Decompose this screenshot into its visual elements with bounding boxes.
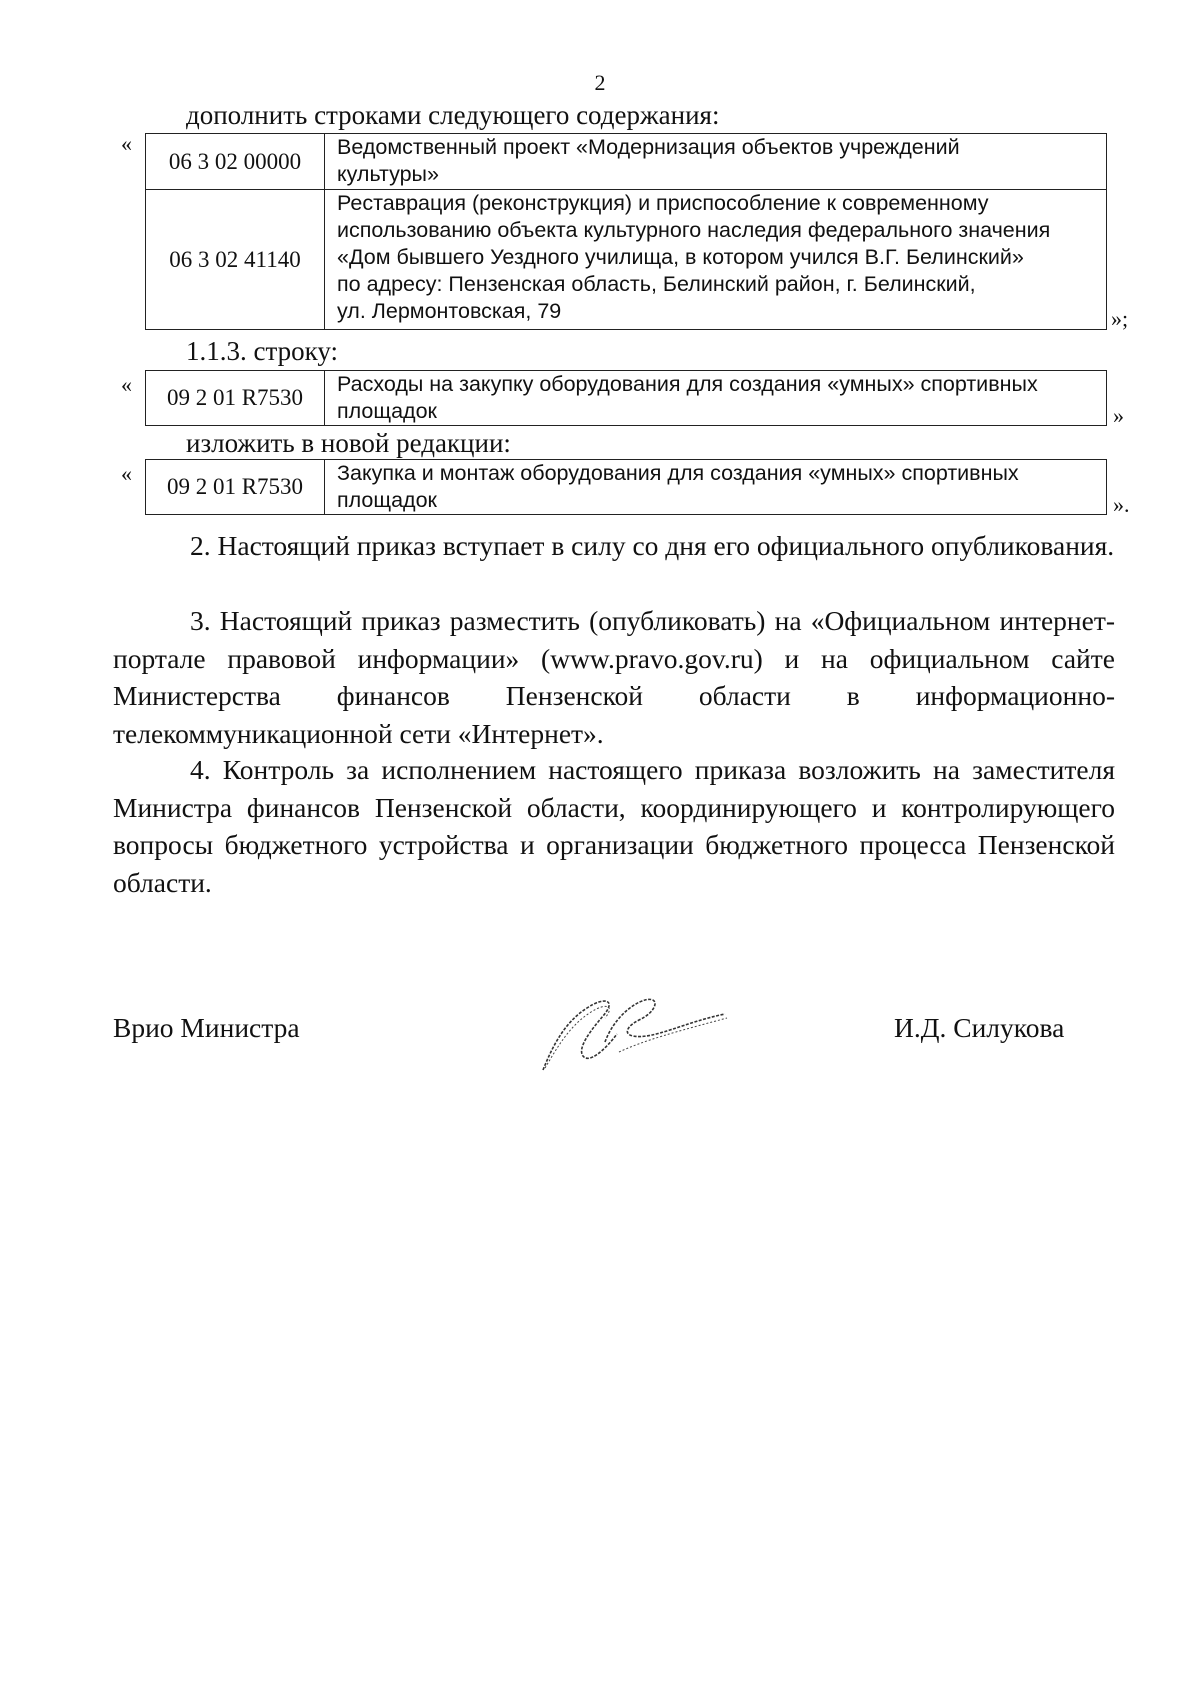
table-row xyxy=(146,371,1107,426)
description-line: площадок xyxy=(337,488,437,512)
description-line: «Дом бывшего Уездного училища, в котором учился В.Г. Белинский» xyxy=(337,245,1024,269)
open-quote: « xyxy=(121,131,132,156)
budget-code: 06 3 02 41140 xyxy=(146,190,325,330)
close-quote: » xyxy=(1113,403,1124,428)
table-row xyxy=(146,190,1107,330)
open-quote: « xyxy=(121,372,132,397)
signer-name: И.Д. Силукова xyxy=(894,1012,1065,1043)
close-quote: »; xyxy=(1111,306,1129,331)
new-row-table xyxy=(145,459,1107,515)
description-line: площадок xyxy=(337,399,437,423)
added-rows-table xyxy=(145,133,1107,330)
description-line: использованию объекта культурного наследия федерального значения xyxy=(337,218,1051,242)
paragraph-4: 4. Контроль за исполнением настоящего приказа возложить на заместителя Министра финансов Пензенской области, координирующего и контролирующего вопросы бюджетного устройства и организации бюджетного процесса Пензенской области. xyxy=(113,754,1115,898)
table-row xyxy=(146,134,1107,190)
budget-code: 06 3 02 00000 xyxy=(146,134,325,190)
table-row xyxy=(146,460,1107,515)
budget-description xyxy=(325,460,1107,515)
page-number: 2 xyxy=(594,70,606,95)
description-line: Ведомственный проект «Модернизация объектов учреждений xyxy=(337,135,960,159)
budget-description xyxy=(325,134,1107,190)
description-line: Реставрация (реконструкция) и приспособление к современному xyxy=(337,191,989,215)
budget-code: 09 2 01 R7530 xyxy=(146,460,325,515)
description-line: культуры» xyxy=(337,162,439,186)
description-line: ул. Лермонтовская, 79 xyxy=(337,299,562,323)
paragraph-2: 2. Настоящий приказ вступает в силу со дня его официального опубликования. xyxy=(190,530,1115,561)
close-quote: ». xyxy=(1113,492,1130,517)
supplement-line: дополнить строками следующего содержания: xyxy=(186,100,720,130)
budget-code: 09 2 01 R7530 xyxy=(146,371,325,426)
open-quote: « xyxy=(121,461,132,486)
old-row-table xyxy=(145,370,1107,426)
new-edition-line: изложить в новой редакции: xyxy=(186,428,511,458)
description-line: Закупка и монтаж оборудования для создания «умных» спортивных xyxy=(337,461,1019,485)
description-line: Расходы на закупку оборудования для создания «умных» спортивных xyxy=(337,372,1038,396)
budget-description xyxy=(325,371,1107,426)
handwritten-signature xyxy=(535,960,735,1080)
paragraph-3: 3. Настоящий приказ разместить (опубликовать) на «Официальном интернет-портале правовой информации» (www.pravo.gov.ru) и на официальном сайте Министерства финансов Пензенской области в информационно-телекоммуникационной сети «Интернет». xyxy=(113,605,1115,749)
description-line: по адресу: Пензенская область, Белинский район, г. Белинский, xyxy=(337,272,976,296)
row-label-line: 1.1.3. строку: xyxy=(186,336,338,366)
budget-description xyxy=(325,190,1107,330)
signer-position: Врио Министра xyxy=(113,1012,300,1043)
